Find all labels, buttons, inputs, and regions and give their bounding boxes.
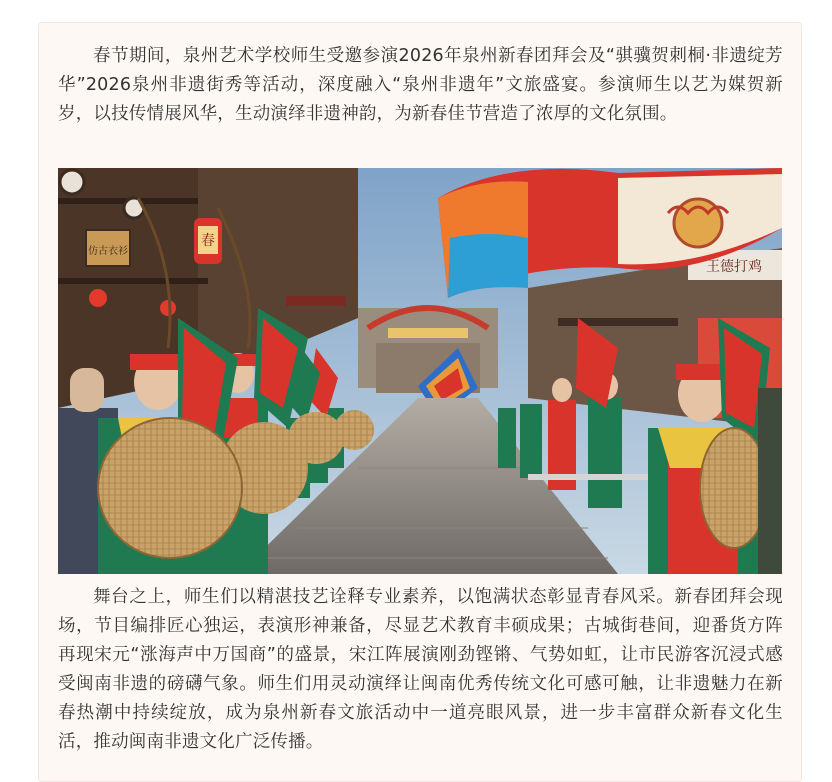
parade-photo [58,168,782,574]
parade-photo-illustration [58,168,782,574]
right-shop-sign: 王德打鸡 [706,259,762,275]
lantern-char: 春 [201,233,215,249]
shop-sign-text: 仿古衣衫 [88,246,128,257]
article-paragraph-performance: 舞台之上，师生们以精湛技艺诠释专业素养，以饱满状态彰显青春风采。新春团拜会现场，节目编排匠心独运，表演形神兼备，尽显艺术教育丰硕成果；古城街巷间，迎番货方阵再现宋元“涨海声中万国商”的盛景，宋江阵展演刚劲铿锵、气势如虹，让市民游客沉浸式感受闽南非遗的磅礴气象。师生们用灵动演绎让闽南优秀传统文化可感可触，让非遗魅力在新春热潮中持续绽放，成为泉州新春文旅活动中一道亮眼风景，进一步丰富群众新春文化生活，推动闽南非遗文化广泛传播。 [58,587,783,752]
article-paragraph-intro: 春节期间，泉州艺术学校师生受邀参演2026年泉州新春团拜会及“骐骥贺刺桐·非遗绽芳华”2026泉州非遗街秀等活动，深度融入“泉州非遗年”文旅盛宴。参演师生以艺为媒贺新岁，以技传情展风华，生动演绎非遗神韵，为新春佳节营造了浓厚的文化氛围。 [58,46,783,124]
